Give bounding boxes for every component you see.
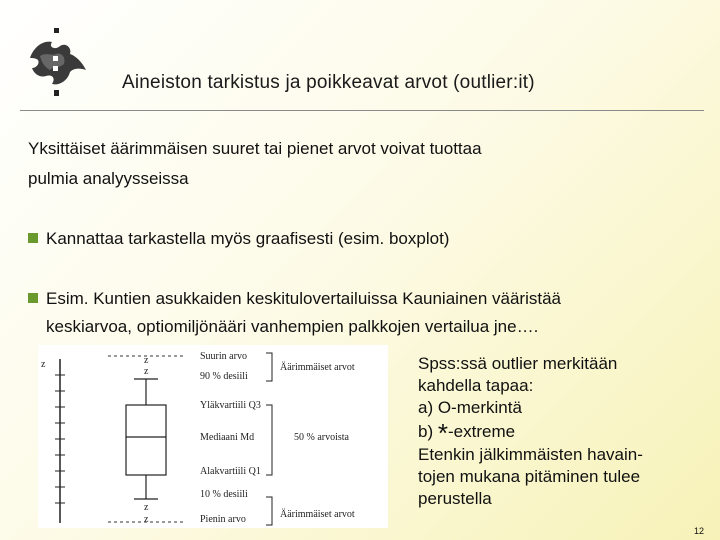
boxplot-figure: [38, 345, 388, 528]
side-line: a) O-merkintä: [418, 398, 522, 417]
bullet-item: [28, 226, 449, 252]
axis-mark: z: [41, 359, 46, 370]
asterisk-mark: *: [437, 418, 448, 448]
extreme-lower-label: Äärimmäiset arvot: [280, 509, 355, 520]
bullet-text-continuation: keskiarvoa, optiomiljönääri vanhempien palkkojen vertailua jne….: [46, 317, 539, 336]
intro-line-1: Yksittäiset äärimmäisen suuret tai pienet arvot voivat tuottaa: [28, 139, 482, 158]
outlier-mark: z: [144, 366, 149, 377]
page-number: 12: [694, 526, 705, 536]
label-p10: 10 % desiili: [200, 489, 248, 500]
label-min: Pienin arvo: [200, 514, 246, 525]
bullet-square-icon: [28, 233, 38, 243]
side-suffix: -extreme: [447, 422, 516, 441]
outlier-mark: z: [144, 355, 149, 366]
bullet-item: [28, 286, 561, 312]
intro-line-2: pulmia analyysseissa: [28, 169, 189, 188]
label-q1: Alakvartiili Q1: [200, 466, 261, 477]
side-line: Etenkin jälkimmäisten havain-: [418, 445, 643, 464]
label-q3: Yläkvartiili Q3: [200, 400, 261, 411]
upper-bracket: [266, 353, 272, 381]
university-logo: [26, 28, 88, 98]
bullet-text: Kannattaa tarkastella myös graafisesti (esim. boxplot): [46, 229, 450, 248]
side-line: kahdella tapaa:: [418, 376, 534, 395]
bullet-text: Esim. Kuntien asukkaiden keskitulovertailuissa Kauniainen vääristää: [46, 289, 562, 308]
extreme-upper-label: Äärimmäiset arvot: [280, 362, 355, 373]
label-p90: 90 % desiili: [200, 371, 248, 382]
label-median: Mediaani Md: [200, 432, 255, 443]
side-notes: [418, 353, 698, 510]
outlier-mark: z: [144, 502, 149, 513]
intro-text: [28, 134, 648, 194]
side-line: tojen mukana pitäminen tulee: [418, 467, 641, 486]
bullet-square-icon: [28, 293, 38, 303]
side-line: Spss:ssä outlier merkitään: [418, 354, 618, 373]
box: [126, 405, 166, 475]
slide-title: Aineiston tarkistus ja poikkeavat arvot (outlier:it): [122, 72, 535, 93]
middle-bracket: [266, 405, 272, 475]
middle-half-label: 50 % arvoista: [294, 432, 349, 443]
label-max: Suurin arvo: [200, 351, 247, 362]
lower-bracket: [266, 497, 272, 525]
side-prefix: b): [418, 422, 434, 441]
title-divider: [20, 110, 704, 111]
side-line-star: [418, 418, 698, 448]
outlier-mark: z: [144, 514, 149, 525]
side-line: perustella: [418, 489, 492, 508]
